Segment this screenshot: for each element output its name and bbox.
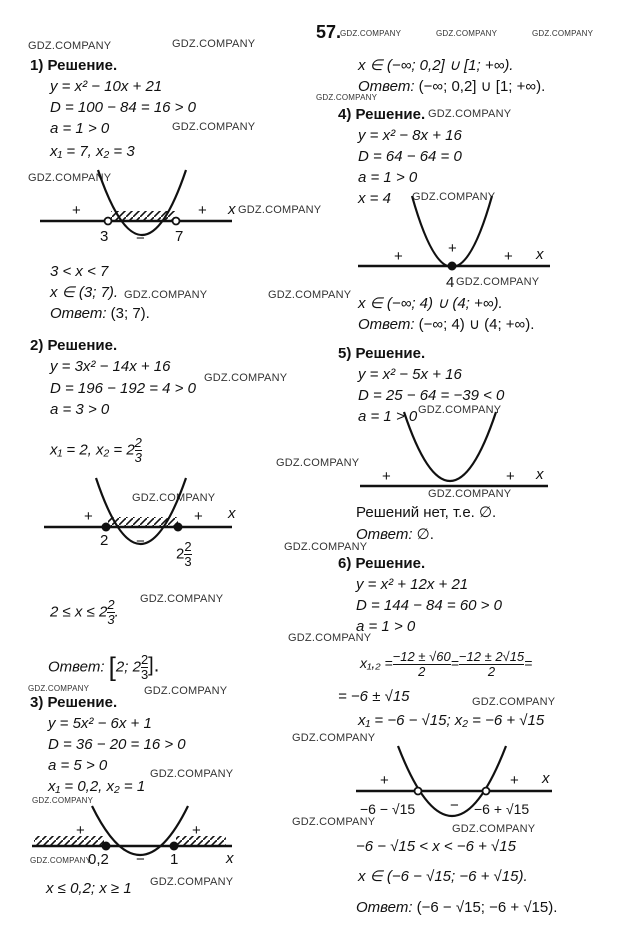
p3-equation: y = 5x² − 6x + 1 (48, 715, 152, 732)
p3-heading: 3) Решение. (30, 694, 118, 711)
watermark: GDZ.COMPANY (418, 404, 502, 416)
p3-roots: x₁ = 0,2, x₂ = 1 (48, 778, 146, 795)
p2-frac-den: 3 (134, 450, 142, 465)
p6-eq-sign: = (450, 655, 459, 672)
watermark: GDZ.COMPANY (276, 457, 360, 469)
p5-axis-label: x (536, 466, 544, 483)
p6-f1-num: −12 ± √60 (392, 649, 451, 664)
p2-minus: − (136, 533, 145, 550)
p3-minus: − (136, 851, 145, 868)
p1-root-label-3: 3 (100, 228, 109, 245)
p5-answer-label: Ответ: (356, 526, 413, 543)
watermark: GDZ.COMPANY (172, 121, 256, 133)
p6-simplified: = −6 ± √15 (338, 688, 410, 705)
watermark: GDZ.COMPANY (124, 289, 208, 301)
watermark: GDZ.COMPANY (150, 876, 234, 888)
watermark: GDZ.COMPANY (284, 541, 368, 553)
watermark: GDZ.COMPANY (28, 172, 112, 184)
p2-leading-coef: a = 3 > 0 (50, 401, 110, 418)
p3-leading-coef: a = 5 > 0 (48, 757, 108, 774)
p1-equation: y = x² − 10x + 21 (50, 78, 163, 95)
watermark: GDZ.COMPANY (472, 696, 556, 708)
p2-ineq-frac-num: 2 (107, 597, 115, 612)
watermark: GDZ.COMPANY (238, 204, 322, 216)
p1-answer-value: (3; 7). (110, 305, 150, 322)
watermark: GDZ.COMPANY (150, 768, 234, 780)
problem-number: 57. (316, 22, 342, 42)
p6-f2-den: 2 (487, 664, 496, 679)
p1-roots: x₁ = 7, x₂ = 3 (50, 143, 135, 160)
p2-equation: y = 3x² − 14x + 16 (50, 358, 171, 375)
watermark: GDZ.COMPANY (316, 93, 378, 102)
p6-set: x ∈ (−6 − √15; −6 + √15). (358, 868, 528, 885)
p6-plus-right: + (510, 772, 519, 789)
watermark: GDZ.COMPANY (172, 38, 256, 50)
p3-plus-left: + (76, 822, 85, 839)
p3-inequality: x ≤ 0,2; x ≥ 1 (46, 880, 132, 897)
p1-plus-left: + (72, 202, 81, 219)
p4-axis-label: x (536, 246, 544, 263)
p2-answer-close: ]. (148, 654, 160, 677)
p4-plus-right: + (504, 248, 513, 265)
p4-root: x = 4 (358, 190, 391, 207)
p1-plus-right: + (198, 202, 207, 219)
watermark: GDZ.COMPANY (456, 276, 540, 288)
p6-f2-num: −12 ± 2√15 (458, 649, 525, 664)
p5-discriminant: D = 25 − 64 = −39 < 0 (358, 387, 505, 404)
p4-plus-left: + (394, 248, 403, 265)
watermark: GDZ.COMPANY (532, 29, 594, 38)
p1-root-label-7: 7 (175, 228, 184, 245)
p4-root-label-4: 4 (446, 274, 455, 291)
p2-answer-frac-den: 3 (140, 667, 149, 682)
p5-leading-coef: a = 1 > 0 (358, 408, 418, 425)
p4-equation: y = x² − 8x + 16 (358, 127, 462, 144)
p2-answer-bracket: [ (108, 651, 116, 682)
p2-root-frac-den: 3 (184, 554, 192, 569)
p3-root-label-1: 1 (170, 851, 179, 868)
p6-minus: − (450, 797, 459, 814)
p2-ineq-dot: . (114, 603, 119, 621)
p4-answer-label: Ответ: (358, 316, 415, 333)
watermark: GDZ.COMPANY (292, 816, 376, 828)
p2-axis-label: x (228, 505, 236, 522)
watermark: GDZ.COMPANY (288, 632, 372, 644)
p2-root-label-int: 2 (176, 545, 185, 563)
p3-plus-right: + (192, 822, 201, 839)
p2-ineq-frac-den: 3 (107, 612, 115, 627)
watermark: GDZ.COMPANY (412, 191, 496, 203)
p4-answer-value: (−∞; 4) ∪ (4; +∞). (418, 316, 535, 333)
p5-plus-left: + (382, 468, 391, 485)
p3-answer-label: Ответ: (358, 78, 415, 95)
p6-answer-value: (−6 − √15; −6 + √15). (416, 899, 558, 916)
p2-frac-num: 2 (134, 435, 142, 450)
p1-answer-label: Ответ: (50, 305, 107, 322)
p1-inequality: 3 < x < 7 (50, 263, 109, 280)
watermark: GDZ.COMPANY (436, 29, 498, 38)
watermark: GDZ.COMPANY (30, 856, 92, 865)
p2-answer-frac-num: 2 (140, 652, 149, 667)
p1-discriminant: D = 100 − 84 = 16 > 0 (50, 99, 196, 116)
p6-eq-sign-2: = (524, 655, 533, 672)
watermark: GDZ.COMPANY (32, 796, 94, 805)
p5-plus-right: + (506, 468, 515, 485)
p2-discriminant: D = 196 − 192 = 4 > 0 (50, 380, 196, 397)
p6-equation: y = x² + 12x + 21 (356, 576, 469, 593)
p4-heading: 4) Решение. (338, 106, 426, 123)
p2-ineq-text: 2 ≤ x ≤ 2 (50, 603, 108, 621)
p6-f1-den: 2 (418, 664, 426, 679)
watermark: GDZ.COMPANY (28, 684, 90, 693)
p2-root-frac-num: 2 (184, 539, 192, 554)
p6-answer-label: Ответ: (356, 899, 413, 916)
watermark: GDZ.COMPANY (452, 823, 536, 835)
p3-answer-value: (−∞; 0,2] ∪ [1; +∞). (418, 78, 546, 95)
watermark: GDZ.COMPANY (340, 29, 402, 38)
p2-plus-left: + (84, 508, 93, 525)
p4-plus-mid: + (448, 240, 457, 257)
p2-heading: 2) Решение. (30, 337, 118, 354)
p6-inequality: −6 − √15 < x < −6 + √15 (356, 838, 516, 855)
p6-root-label-right: −6 + √15 (474, 801, 530, 817)
p5-equation: y = x² − 5x + 16 (358, 366, 462, 383)
watermark: GDZ.COMPANY (28, 40, 112, 52)
p6-x12: x₁,₂ = (360, 655, 393, 672)
watermark: GDZ.COMPANY (428, 108, 512, 120)
p6-root-label-left: −6 − √15 (360, 801, 416, 817)
p1-set: x ∈ (3; 7). (50, 284, 119, 301)
p4-leading-coef: a = 1 > 0 (358, 169, 418, 186)
p6-roots: x₁ = −6 − √15; x₂ = −6 + √15 (358, 712, 545, 729)
p2-plus-right: + (194, 508, 203, 525)
p4-discriminant: D = 64 − 64 = 0 (358, 148, 462, 165)
watermark: GDZ.COMPANY (292, 732, 376, 744)
p6-plus-left: + (380, 772, 389, 789)
p6-axis-label: x (542, 770, 550, 787)
p3-set: x ∈ (−∞; 0,2] ∪ [1; +∞). (358, 57, 514, 74)
p5-answer-value: ∅. (416, 526, 434, 543)
p1-leading-coef: a = 1 > 0 (50, 120, 110, 137)
p6-discriminant: D = 144 − 84 = 60 > 0 (356, 597, 502, 614)
watermark: GDZ.COMPANY (144, 685, 228, 697)
p2-roots-text: x₁ = 2, x₂ = 2 (50, 441, 135, 459)
p3-axis-label: x (226, 850, 234, 867)
watermark: GDZ.COMPANY (132, 492, 216, 504)
p1-axis-label: x (228, 201, 236, 218)
watermark: GDZ.COMPANY (140, 593, 224, 605)
p3-root-label-0-2: 0,2 (88, 851, 109, 868)
p2-answer-label: Ответ: (48, 658, 105, 676)
p6-point-left (415, 788, 422, 795)
p5-no-solutions: Решений нет, т.е. ∅. (356, 504, 497, 521)
watermark: GDZ.COMPANY (204, 372, 288, 384)
p3-discriminant: D = 36 − 20 = 16 > 0 (48, 736, 186, 753)
p2-answer-text: 2; 2 (115, 658, 141, 676)
p6-heading: 6) Решение. (338, 555, 426, 572)
watermark: GDZ.COMPANY (268, 289, 352, 301)
p6-point-right (483, 788, 490, 795)
p1-minus: − (136, 230, 145, 247)
p6-answer (356, 899, 557, 917)
p5-heading: 5) Решение. (338, 345, 426, 362)
p1-heading: 1) Решение. (30, 57, 118, 74)
p2-root-label-2: 2 (100, 532, 109, 549)
watermark: GDZ.COMPANY (428, 488, 512, 500)
p4-set: x ∈ (−∞; 4) ∪ (4; +∞). (358, 295, 503, 312)
p6-leading-coef: a = 1 > 0 (356, 618, 416, 635)
